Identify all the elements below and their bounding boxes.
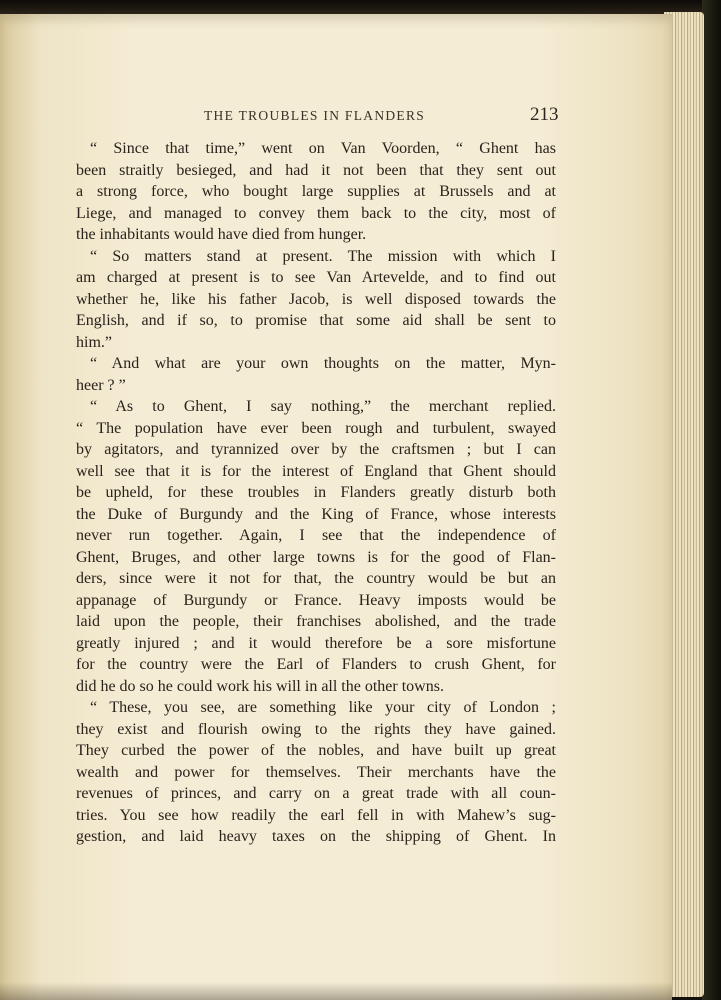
text-line: ders, since were it not for that, the country would be but an	[76, 570, 556, 587]
text-line: They curbed the power of the nobles, and have built up great	[76, 742, 556, 759]
page-bottom-shadow	[0, 982, 672, 1000]
text-line: revenues of princes, and carry on a great trade with all coun-	[76, 785, 556, 802]
text-line: “ And what are your own thoughts on the matter, Myn-	[90, 355, 556, 372]
page-number: 213	[530, 104, 559, 125]
text-line: gestion, and laid heavy taxes on the shipping of Ghent. In	[76, 828, 556, 845]
scan-top-edge	[0, 0, 721, 14]
text-line: well see that it is for the interest of England that Ghent should	[76, 462, 556, 480]
text-line: the Duke of Burgundy and the King of France, whose interests	[76, 505, 556, 523]
text-line: a strong force, who bought large supplies at Brussels and at	[76, 183, 556, 200]
text-line: wealth and power for themselves. Their merchants have the	[76, 763, 556, 781]
text-line: him.”	[76, 333, 112, 351]
running-title: THE TROUBLES IN FLANDERS	[204, 108, 426, 123]
text-line: did he do so he could work his will in all the other towns.	[76, 677, 444, 695]
text-line: English, and if so, to promise that some aid shall be sent to	[76, 312, 556, 329]
text-line: heer ? ”	[76, 376, 126, 394]
text-line: whether he, like his father Jacob, is well disposed towards the	[76, 290, 556, 308]
text-line: never run together. Again, I see that the independence of	[76, 527, 556, 544]
text-line: “ Since that time,” went on Van Voorden, “ Ghent has	[90, 140, 556, 157]
text-line: greatly injured ; and it would therefore be a sore misfortune	[76, 634, 556, 652]
book-binding-edge	[702, 0, 721, 1000]
text-line: be upheld, for these troubles in Flanders greatly disturb both	[76, 484, 556, 501]
text-line: laid upon the people, their franchises abolished, and the trade	[76, 613, 556, 630]
text-line: tries. You see how readily the earl fell in with Mahew’s sug-	[76, 806, 556, 824]
text-line: appanage of Burgundy or France. Heavy imposts would be	[76, 591, 556, 609]
text-line: “ So matters stand at present. The mission with which I	[90, 247, 556, 265]
text-line: “ As to Ghent, I say nothing,” the merchant replied.	[90, 398, 556, 415]
book-page	[0, 14, 672, 1000]
text-line: “ These, you see, are something like your city of London ;	[90, 699, 556, 716]
text-line: “ The population have ever been rough and turbulent, swayed	[76, 419, 556, 437]
running-header	[0, 104, 672, 132]
text-line: by agitators, and tyrannized over by the craftsmen ; but I can	[76, 441, 556, 458]
text-line: Ghent, Bruges, and other large towns is for the good of Flan-	[76, 548, 556, 566]
text-line: am charged at present is to see Van Artevelde, and to find out	[76, 269, 556, 286]
text-line: for the country were the Earl of Flanders to crush Ghent, for	[76, 656, 556, 673]
text-line: been straitly besieged, and had it not been that they sent out	[76, 161, 556, 179]
text-line: they exist and flourish owing to the rights they have gained.	[76, 720, 556, 738]
body-text	[76, 138, 556, 848]
text-line: the inhabitants would have died from hunger.	[76, 226, 367, 243]
text-line: Liege, and managed to convey them back to the city, most of	[76, 204, 556, 222]
